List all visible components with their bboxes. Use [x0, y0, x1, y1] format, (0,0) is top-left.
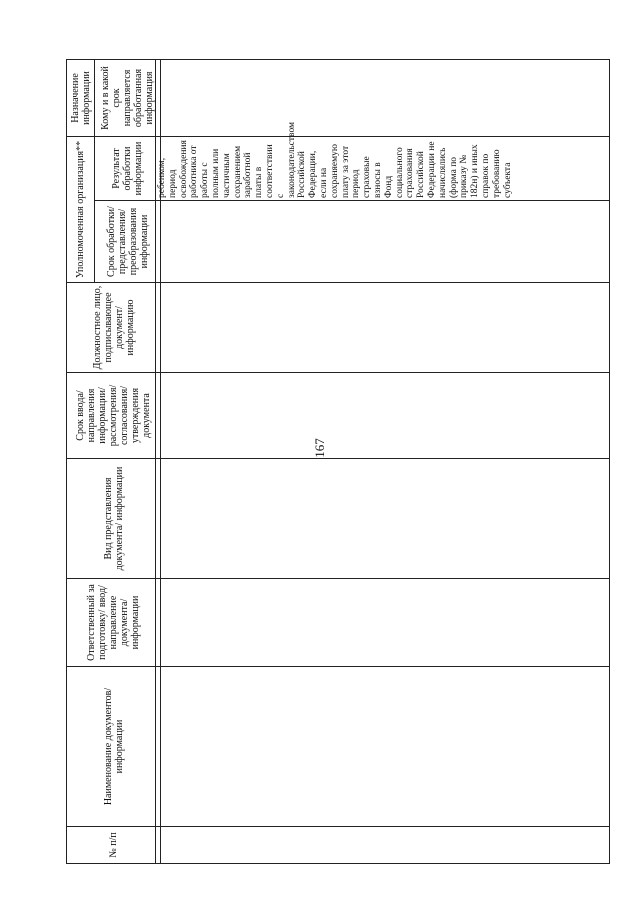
cell-processing-result: ребенком, период освобождения работника от работы с полным или частичным сохранением заработной платы в соответствии с законодательством Российской Федерации, если на сохраняемую плату за этот период страховые взносы в Фонд социального страхования Российской Федерации не начислялись (форма по приказу № 182н) и иных справок по требованию субъекта — [156, 137, 610, 201]
header-num: № п/п — [67, 827, 161, 864]
document-table-body — [155, 59, 610, 864]
header-deadline: Срок ввода/ направления информации/ рассмотрения/ согласования/ утверждения документа — [67, 373, 161, 459]
page-number: 167 — [312, 438, 327, 458]
header-authorized-org: Уполномоченная организация** — [67, 136, 95, 282]
header-official: Должностное лицо, подписывающее документ/ информацию — [67, 283, 161, 373]
header-to-whom: Кому и в какой срок направляется обработанная информация — [95, 59, 161, 136]
cell-processing-term — [156, 201, 610, 283]
cell-responsible — [156, 579, 610, 667]
header-responsible: Ответственный за подготовку/ ввод/ направление документа/ информации — [67, 579, 161, 667]
header-name: Наименование документов/информации — [67, 667, 161, 827]
header-processing-term: Срок обработки/ представления/ преобразования информации — [95, 201, 161, 283]
cell-deadline — [156, 373, 610, 459]
cell-name — [156, 667, 610, 827]
header-view: Вид представления документа/ информации — [67, 459, 161, 579]
header-purpose: Назначение информации — [67, 59, 95, 136]
cell-to-whom — [156, 60, 610, 137]
table-row — [156, 60, 610, 864]
cell-official — [156, 283, 610, 373]
document-table — [66, 59, 161, 864]
header-processing-result: Результат обработки информации — [95, 136, 161, 200]
cell-view — [156, 459, 610, 579]
cell-num — [156, 827, 610, 864]
